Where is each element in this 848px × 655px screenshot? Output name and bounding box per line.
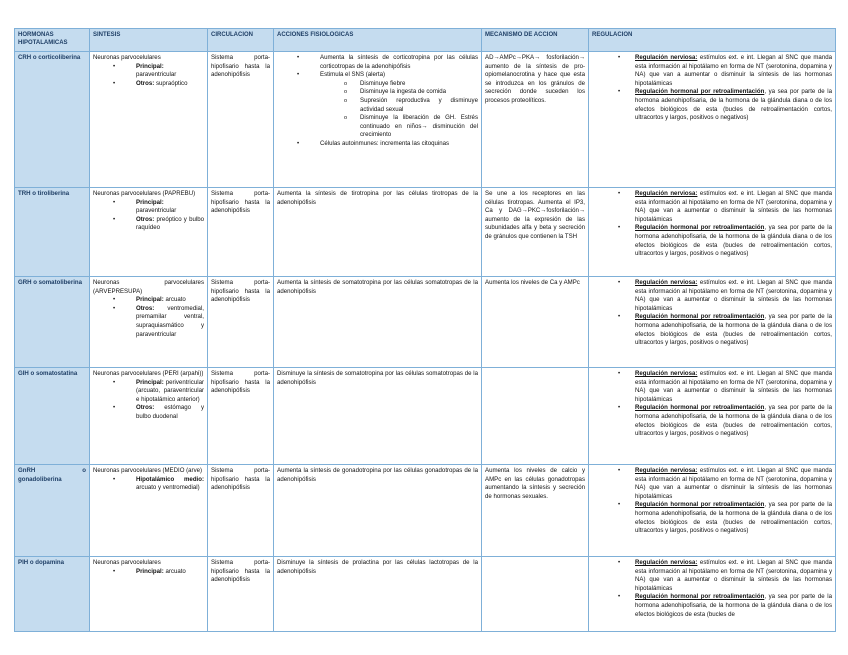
action-item: • Células autoinmunes: incrementa las citoquinas	[277, 140, 478, 149]
synthesis-cell	[90, 188, 208, 277]
actions-cell	[274, 52, 482, 188]
circulation-cell: Sistema porta-hipofisario hasta la adenohipófisis	[208, 465, 274, 557]
synthesis-intro: Neuronas parvocelulares (ARVEPRESUPA)	[93, 279, 204, 295]
mechanism-cell: Se une a los receptores en las células tirotropas. Aumenta el IP3, Ca y DAG→PKC→fosforilación→ aumento de la expresión de las subunidades alfa y beta y secreción de gránulos que contienen la TSH	[482, 188, 589, 277]
hormone-table-container	[14, 28, 835, 632]
synthesis-intro: Neuronas parvocelulares (PERI (arpahi))	[93, 370, 204, 377]
table-row-trh	[15, 188, 836, 277]
synthesis-item: • Otros: ventromedial, premamilar ventral, supraquiasmático y paraventricular	[93, 305, 204, 339]
action-item: • Aumenta la síntesis de corticotropina por las células corticotropas de la adenohipófisis	[277, 54, 478, 71]
actions-cell: Aumenta la síntesis de somatotropina por las células somatotropas de la adenohipófisis	[274, 277, 482, 368]
action-subitem: o Disminuye la ingesta de comida	[320, 88, 478, 97]
synthesis-item: • Principal: arcuato	[93, 296, 204, 305]
actions-cell: Aumenta la síntesis de tirotropina por las células tirotropas de la adenohipófisis	[274, 188, 482, 277]
mechanism-cell: Aumenta los niveles de Ca y AMPc	[482, 277, 589, 368]
header-regulation: REGULACION	[589, 29, 836, 52]
circulation-cell: Sistema porta-hipofisario hasta la adenohipófisis	[208, 52, 274, 188]
table-row-crh	[15, 52, 836, 188]
header-row	[15, 29, 836, 52]
synthesis-cell	[90, 52, 208, 188]
actions-cell: Aumenta la síntesis de gonadotropina por las células gonadotropas de la adenohipófisis	[274, 465, 482, 557]
synthesis-cell	[90, 277, 208, 368]
mechanism-cell	[482, 557, 589, 632]
synthesis-cell	[90, 465, 208, 557]
mechanism-cell: AD→AMPc→PKA→ fosforilación→ aumento de la síntesis de pro-opiomelanocrotina y hace que esta se introduzca en los gránulos de secreción donde suceden los procesos proteolíticos.	[482, 52, 589, 188]
actions-cell: Disminuye la síntesis de somatotropina por las células somatotropas de la adenohipófisis	[274, 368, 482, 465]
table-row-gnrh	[15, 465, 836, 557]
action-item: • Estimula el SNS (alerta) o Disminuye fiebre o Disminuye la ingesta de comida o Supresión reproductiva y disminuye actividad sexual o Disminuye la liberación de GH. Estrés continuado en niños→ disminución del crecimiento	[277, 71, 478, 140]
table-row-grh	[15, 277, 836, 368]
synthesis-item: • Principal: paraventricular	[93, 199, 204, 216]
action-subitem: o Disminuye la liberación de GH. Estrés continuado en niños→ disminución del crecimiento	[320, 114, 478, 140]
synthesis-item: • Principal: periventricular (arcuato, paraventricular e hipotalámico anterior)	[93, 379, 204, 405]
circulation-cell: Sistema porta-hipofisario hasta la adenohipófisis	[208, 188, 274, 277]
hormone-name: PIH o dopamina	[15, 557, 90, 632]
synthesis-cell	[90, 557, 208, 632]
actions-cell: Disminuye la síntesis de prolactina por las células lactotropas de la adenohipófisis	[274, 557, 482, 632]
synthesis-item: • Principal: paraventricular	[93, 63, 204, 80]
header-hormones: HORMONAS HIPOTALAMICAS	[15, 29, 90, 52]
synthesis-intro: Neuronas parvocelulares (MEDIO (arve)	[93, 467, 203, 474]
header-actions: ACCIONES FISIOLOGICAS	[274, 29, 482, 52]
regulation-cell: • Regulación nerviosa: estímulos ext. e int. Llegan al SNC que manda esta información al hipotálamo en forma de NT (serotonina, dopamina y NA) que van a aumentar o disminuir la síntesis de las hormonas hipotalámicas • Regulación hormonal por retroalimentación, ya sea por parte de la hormona adenohipofisaria, de la hormona de la glándula diana o de los efectos biológicos de esta (bucles de retroalimentación cortos, ultracortos y largos, positivos o negativos)	[589, 52, 836, 188]
synthesis-item: • Principal: arcuato	[93, 568, 204, 577]
hormone-name: GRH o somatoliberina	[15, 277, 90, 368]
mechanism-cell: Aumenta los niveles de calcio y AMPc en las células gonadotropas aumentando la síntesis y secreción de hormonas sexuales.	[482, 465, 589, 557]
synthesis-cell	[90, 368, 208, 465]
regulation-cell: • Regulación nerviosa: estímulos ext. e int. Llegan al SNC que manda esta información al hipotálamo en forma de NT (serotonina, dopamina y NA) que van a aumentar o disminuir la síntesis de las hormonas hipotalámicas • Regulación hormonal por retroalimentación, ya sea por parte de la hormona adenohipofisaria, de la hormona de la glándula diana o de los efectos biológicos de esta (bucles de retroalimentación cortos, ultracortos y largos, positivos o negativos)	[589, 368, 836, 465]
synthesis-item: • Hipotalámico medio: arcuato y ventromedial)	[93, 476, 204, 493]
hormone-name: GIH o somatostatina	[15, 368, 90, 465]
circulation-cell: Sistema porta-hipofisario hasta la adenohipófisis	[208, 557, 274, 632]
header-synthesis: SINTESIS	[90, 29, 208, 52]
hormone-name: GnRH o gonadoliberina	[15, 465, 90, 557]
table-row-gih	[15, 368, 836, 465]
action-subitem: o Disminuye fiebre	[320, 80, 478, 89]
header-circulation: CIRCULACION	[208, 29, 274, 52]
synthesis-item: • Otros: preóptico y bulbo raquídeo	[93, 216, 204, 233]
mechanism-cell	[482, 368, 589, 465]
synthesis-intro: Neuronas parvocelulares (PAPREBU)	[93, 190, 196, 197]
regulation-cell: • Regulación nerviosa: estímulos ext. e int. Llegan al SNC que manda esta información al hipotálamo en forma de NT (serotonina, dopamina y NA) que van a aumentar o disminuir la síntesis de las hormonas hipotalámicas • Regulación hormonal por retroalimentación, ya sea por parte de la hormona adenohipofisaria, de la hormona de la glándula diana o de los efectos biológicos de esta (bucles de	[589, 557, 836, 632]
action-subitem: o Supresión reproductiva y disminuye actividad sexual	[320, 97, 478, 114]
header-mechanism: MECANISMO DE ACCION	[482, 29, 589, 52]
hormone-name: TRH o tiroliberina	[15, 188, 90, 277]
regulation-cell: • Regulación nerviosa: estímulos ext. e int. Llegan al SNC que manda esta información al hipotálamo en forma de NT (serotonina, dopamina y NA) que van a aumentar o disminuir la síntesis de las hormonas hipotalámicas • Regulación hormonal por retroalimentación, ya sea por parte de la hormona adenohipofisaria, de la hormona de la glándula diana o de los efectos biológicos de esta (bucles de retroalimentación cortos, ultracortos y largos, positivos o negativos)	[589, 188, 836, 277]
hormone-name: CRH o corticoliberina	[15, 52, 90, 188]
circulation-cell: Sistema porta-hipofisario hasta la adenohipófisis	[208, 277, 274, 368]
synthesis-item: • Otros: supraóptico	[93, 80, 204, 89]
table-row-pih	[15, 557, 836, 632]
circulation-cell: Sistema porta-hipofisario hasta la adenohipófisis	[208, 368, 274, 465]
synthesis-item: • Otros: estómago y bulbo duodenal	[93, 404, 204, 421]
hypothalamic-hormones-table	[14, 28, 836, 632]
synthesis-intro: Neuronas parvocelulares	[93, 54, 161, 61]
synthesis-intro: Neuronas parvocelulares	[93, 559, 161, 566]
regulation-cell: • Regulación nerviosa: estímulos ext. e int. Llegan al SNC que manda esta información al hipotálamo en forma de NT (serotonina, dopamina y NA) que van a aumentar o disminuir la síntesis de las hormonas hipotalámicas • Regulación hormonal por retroalimentación, ya sea por parte de la hormona adenohipofisaria, de la hormona de la glándula diana o de los efectos biológicos de esta (bucles de retroalimentación cortos, ultracortos y largos, positivos o negativos)	[589, 465, 836, 557]
regulation-cell: • Regulación nerviosa: estímulos ext. e int. Llegan al SNC que manda esta información al hipotálamo en forma de NT (serotonina, dopamina y NA) que van a aumentar o disminuir la síntesis de las hormonas hipotalámicas • Regulación hormonal por retroalimentación, ya sea por parte de la hormona adenohipofisaria, de la hormona de la glándula diana o de los efectos biológicos de esta (bucles de retroalimentación cortos, ultracortos y largos, positivos o negativos)	[589, 277, 836, 368]
